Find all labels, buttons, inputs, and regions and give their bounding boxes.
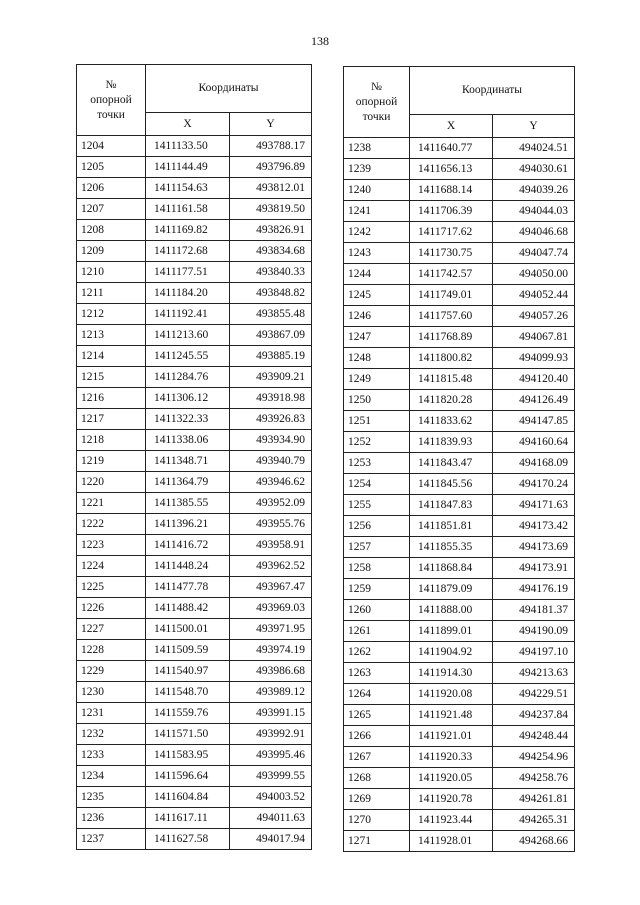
x-coordinate-cell: 1411800.82 [410, 348, 493, 369]
table-row [344, 138, 575, 159]
point-number-cell: 1248 [344, 348, 410, 369]
x-coordinate-cell: 1411833.62 [410, 411, 493, 432]
x-coordinate-cell: 1411571.50 [146, 724, 230, 745]
y-coordinate-cell: 493934.90 [230, 430, 312, 451]
point-number-cell: 1243 [344, 243, 410, 264]
point-number-cell: 1247 [344, 327, 410, 348]
x-coordinate-cell: 1411923.44 [410, 810, 493, 831]
point-number-cell: 1246 [344, 306, 410, 327]
point-number-cell: 1266 [344, 726, 410, 747]
x-coordinate-cell: 1411706.39 [410, 201, 493, 222]
point-number-cell: 1244 [344, 264, 410, 285]
x-coordinate-cell: 1411306.12 [146, 388, 230, 409]
table-row [77, 514, 312, 535]
x-coordinate-cell: 1411845.56 [410, 474, 493, 495]
x-coordinate-cell: 1411868.84 [410, 558, 493, 579]
coordinates-header: Координаты [146, 65, 312, 113]
y-coordinate-cell: 493848.82 [230, 283, 312, 304]
x-coordinate-cell: 1411742.57 [410, 264, 493, 285]
table-row [77, 745, 312, 766]
y-coordinate-cell: 493855.48 [230, 304, 312, 325]
x-coordinate-cell: 1411477.78 [146, 577, 230, 598]
table-row [344, 369, 575, 390]
point-number-cell: 1258 [344, 558, 410, 579]
table-row [77, 640, 312, 661]
y-coordinate-cell: 494120.40 [493, 369, 575, 390]
table-row [77, 409, 312, 430]
y-coordinate-cell: 494052.44 [493, 285, 575, 306]
x-coordinate-cell: 1411820.28 [410, 390, 493, 411]
table-row [77, 724, 312, 745]
point-number-cell: 1222 [77, 514, 146, 535]
x-coordinate-cell: 1411416.72 [146, 535, 230, 556]
x-coordinate-cell: 1411559.76 [146, 703, 230, 724]
y-coordinate-cell: 494047.74 [493, 243, 575, 264]
y-coordinate-cell: 494213.63 [493, 663, 575, 684]
point-number-header-line2: опорной [90, 93, 132, 106]
x-coordinate-cell: 1411596.64 [146, 766, 230, 787]
table-row [344, 243, 575, 264]
table-row [344, 600, 575, 621]
y-coordinate-cell: 494039.26 [493, 180, 575, 201]
y-coordinate-cell: 493940.79 [230, 451, 312, 472]
point-number-cell: 1242 [344, 222, 410, 243]
table-row [77, 388, 312, 409]
y-column-header: Y [230, 113, 312, 136]
table-row [344, 558, 575, 579]
point-number-cell: 1204 [77, 136, 146, 157]
x-coordinate-cell: 1411749.01 [410, 285, 493, 306]
table-row [344, 537, 575, 558]
y-coordinate-cell: 493989.12 [230, 682, 312, 703]
x-coordinate-cell: 1411730.75 [410, 243, 493, 264]
point-number-cell: 1236 [77, 808, 146, 829]
y-coordinate-cell: 494261.81 [493, 789, 575, 810]
x-coordinate-cell: 1411888.00 [410, 600, 493, 621]
point-number-cell: 1257 [344, 537, 410, 558]
table-row [344, 159, 575, 180]
x-coordinate-cell: 1411604.84 [146, 787, 230, 808]
y-coordinate-cell: 494237.84 [493, 705, 575, 726]
y-coordinate-cell: 494017.94 [230, 829, 312, 850]
y-column-header: Y [493, 115, 575, 138]
table-row [344, 222, 575, 243]
y-coordinate-cell: 494099.93 [493, 348, 575, 369]
point-number-header [77, 65, 146, 136]
table-row [344, 348, 575, 369]
point-number-cell: 1208 [77, 220, 146, 241]
x-coordinate-cell: 1411688.14 [410, 180, 493, 201]
coordinates-table-right [343, 66, 575, 852]
y-coordinate-cell: 493946.62 [230, 472, 312, 493]
point-number-cell: 1231 [77, 703, 146, 724]
table-row [344, 474, 575, 495]
y-coordinate-cell: 494173.42 [493, 516, 575, 537]
table-row [344, 495, 575, 516]
x-coordinate-cell: 1411928.01 [410, 831, 493, 852]
point-number-cell: 1226 [77, 598, 146, 619]
point-number-cell: 1228 [77, 640, 146, 661]
x-coordinate-cell: 1411851.81 [410, 516, 493, 537]
x-coordinate-cell: 1411815.48 [410, 369, 493, 390]
y-coordinate-cell: 494030.61 [493, 159, 575, 180]
table-row [344, 642, 575, 663]
y-coordinate-cell: 493971.95 [230, 619, 312, 640]
y-coordinate-cell: 494229.51 [493, 684, 575, 705]
point-number-cell: 1230 [77, 682, 146, 703]
point-number-cell: 1229 [77, 661, 146, 682]
point-number-cell: 1209 [77, 241, 146, 262]
point-number-header-line2: опорной [355, 95, 398, 108]
x-coordinate-cell: 1411509.59 [146, 640, 230, 661]
point-number-cell: 1267 [344, 747, 410, 768]
y-coordinate-cell: 494147.85 [493, 411, 575, 432]
y-coordinate-cell: 494160.64 [493, 432, 575, 453]
table-row [77, 346, 312, 367]
x-coordinate-cell: 1411904.92 [410, 642, 493, 663]
point-number-cell: 1249 [344, 369, 410, 390]
y-coordinate-cell: 493991.15 [230, 703, 312, 724]
table-row [77, 199, 312, 220]
x-column-header: X [146, 113, 230, 136]
point-number-cell: 1223 [77, 535, 146, 556]
x-coordinate-cell: 1411920.08 [410, 684, 493, 705]
point-number-cell: 1232 [77, 724, 146, 745]
point-number-cell: 1269 [344, 789, 410, 810]
x-coordinate-cell: 1411617.11 [146, 808, 230, 829]
point-number-cell: 1234 [77, 766, 146, 787]
point-number-cell: 1268 [344, 768, 410, 789]
table-row [344, 705, 575, 726]
table-row [344, 831, 575, 852]
table-row [77, 829, 312, 850]
point-number-cell: 1250 [344, 390, 410, 411]
table-row [77, 535, 312, 556]
point-number-cell: 1264 [344, 684, 410, 705]
table-row [77, 598, 312, 619]
table-row [77, 241, 312, 262]
y-coordinate-cell: 493918.98 [230, 388, 312, 409]
y-coordinate-cell: 494268.66 [493, 831, 575, 852]
table-row [344, 810, 575, 831]
point-number-cell: 1237 [77, 829, 146, 850]
point-number-cell: 1233 [77, 745, 146, 766]
x-coordinate-cell: 1411847.83 [410, 495, 493, 516]
table-row [77, 430, 312, 451]
y-coordinate-cell: 494126.49 [493, 390, 575, 411]
table-row [77, 136, 312, 157]
y-coordinate-cell: 493885.19 [230, 346, 312, 367]
point-number-cell: 1221 [77, 493, 146, 514]
point-number-cell: 1211 [77, 283, 146, 304]
point-number-header-line3: точки [97, 108, 125, 121]
x-coordinate-cell: 1411488.42 [146, 598, 230, 619]
table-row [344, 726, 575, 747]
point-number-header-line1: № [105, 78, 117, 91]
y-coordinate-cell: 493840.33 [230, 262, 312, 283]
y-coordinate-cell: 493819.50 [230, 199, 312, 220]
y-coordinate-cell: 493962.52 [230, 556, 312, 577]
y-coordinate-cell: 493999.55 [230, 766, 312, 787]
x-coordinate-cell: 1411640.77 [410, 138, 493, 159]
x-coordinate-cell: 1411500.01 [146, 619, 230, 640]
table-row [77, 367, 312, 388]
x-coordinate-cell: 1411627.58 [146, 829, 230, 850]
x-coordinate-cell: 1411338.06 [146, 430, 230, 451]
point-number-cell: 1205 [77, 157, 146, 178]
table-row [344, 684, 575, 705]
table-row [344, 327, 575, 348]
point-number-cell: 1217 [77, 409, 146, 430]
x-coordinate-cell: 1411213.60 [146, 325, 230, 346]
y-coordinate-cell: 494173.69 [493, 537, 575, 558]
x-coordinate-cell: 1411768.89 [410, 327, 493, 348]
table-row [344, 663, 575, 684]
y-coordinate-cell: 494197.10 [493, 642, 575, 663]
point-number-cell: 1263 [344, 663, 410, 684]
table-row [77, 556, 312, 577]
table-row [77, 661, 312, 682]
y-coordinate-cell: 494046.68 [493, 222, 575, 243]
x-coordinate-cell: 1411177.51 [146, 262, 230, 283]
point-number-cell: 1260 [344, 600, 410, 621]
table-row [77, 577, 312, 598]
x-coordinate-cell: 1411921.01 [410, 726, 493, 747]
point-number-cell: 1206 [77, 178, 146, 199]
y-coordinate-cell: 494258.76 [493, 768, 575, 789]
table-row [77, 703, 312, 724]
y-coordinate-cell: 493974.19 [230, 640, 312, 661]
y-coordinate-cell: 494171.63 [493, 495, 575, 516]
y-coordinate-cell: 493812.01 [230, 178, 312, 199]
x-column-header: X [410, 115, 493, 138]
x-coordinate-cell: 1411172.68 [146, 241, 230, 262]
x-coordinate-cell: 1411899.01 [410, 621, 493, 642]
table-row [77, 325, 312, 346]
point-number-cell: 1207 [77, 199, 146, 220]
x-coordinate-cell: 1411133.50 [146, 136, 230, 157]
point-number-cell: 1239 [344, 159, 410, 180]
y-coordinate-cell: 493995.46 [230, 745, 312, 766]
y-coordinate-cell: 493826.91 [230, 220, 312, 241]
point-number-cell: 1216 [77, 388, 146, 409]
point-number-cell: 1215 [77, 367, 146, 388]
point-number-cell: 1210 [77, 262, 146, 283]
y-coordinate-cell: 494011.63 [230, 808, 312, 829]
y-coordinate-cell: 494057.26 [493, 306, 575, 327]
table-row [344, 516, 575, 537]
point-number-cell: 1218 [77, 430, 146, 451]
point-number-cell: 1252 [344, 432, 410, 453]
y-coordinate-cell: 494024.51 [493, 138, 575, 159]
y-coordinate-cell: 493955.76 [230, 514, 312, 535]
x-coordinate-cell: 1411364.79 [146, 472, 230, 493]
point-number-cell: 1235 [77, 787, 146, 808]
table-row [77, 157, 312, 178]
point-number-cell: 1245 [344, 285, 410, 306]
x-coordinate-cell: 1411757.60 [410, 306, 493, 327]
point-number-cell: 1227 [77, 619, 146, 640]
x-coordinate-cell: 1411184.20 [146, 283, 230, 304]
point-number-cell: 1214 [77, 346, 146, 367]
y-coordinate-cell: 494044.03 [493, 201, 575, 222]
table-row [77, 220, 312, 241]
y-coordinate-cell: 493788.17 [230, 136, 312, 157]
table-row [344, 453, 575, 474]
x-coordinate-cell: 1411322.33 [146, 409, 230, 430]
x-coordinate-cell: 1411192.41 [146, 304, 230, 325]
point-number-cell: 1240 [344, 180, 410, 201]
y-coordinate-cell: 494254.96 [493, 747, 575, 768]
y-coordinate-cell: 493992.91 [230, 724, 312, 745]
y-coordinate-cell: 493796.89 [230, 157, 312, 178]
y-coordinate-cell: 494170.24 [493, 474, 575, 495]
point-number-cell: 1212 [77, 304, 146, 325]
table-row [77, 283, 312, 304]
x-coordinate-cell: 1411656.13 [410, 159, 493, 180]
point-number-header [344, 67, 410, 138]
x-coordinate-cell: 1411717.62 [410, 222, 493, 243]
point-number-cell: 1253 [344, 453, 410, 474]
page-number: 138 [311, 34, 329, 48]
x-coordinate-cell: 1411583.95 [146, 745, 230, 766]
table-row [77, 472, 312, 493]
point-number-cell: 1224 [77, 556, 146, 577]
x-coordinate-cell: 1411914.30 [410, 663, 493, 684]
y-coordinate-cell: 494173.91 [493, 558, 575, 579]
y-coordinate-cell: 493986.68 [230, 661, 312, 682]
x-coordinate-cell: 1411448.24 [146, 556, 230, 577]
x-coordinate-cell: 1411540.97 [146, 661, 230, 682]
point-number-cell: 1241 [344, 201, 410, 222]
x-coordinate-cell: 1411348.71 [146, 451, 230, 472]
table-row [77, 262, 312, 283]
y-coordinate-cell: 494003.52 [230, 787, 312, 808]
x-coordinate-cell: 1411920.78 [410, 789, 493, 810]
point-number-cell: 1262 [344, 642, 410, 663]
y-coordinate-cell: 494190.09 [493, 621, 575, 642]
y-coordinate-cell: 493909.21 [230, 367, 312, 388]
table-row [344, 201, 575, 222]
table-row [77, 493, 312, 514]
table-row [344, 579, 575, 600]
x-coordinate-cell: 1411385.55 [146, 493, 230, 514]
point-number-cell: 1256 [344, 516, 410, 537]
table-row [77, 766, 312, 787]
point-number-cell: 1251 [344, 411, 410, 432]
point-number-cell: 1271 [344, 831, 410, 852]
table-row [344, 285, 575, 306]
x-coordinate-cell: 1411920.05 [410, 768, 493, 789]
table-row [77, 682, 312, 703]
table-row [344, 768, 575, 789]
y-coordinate-cell: 494181.37 [493, 600, 575, 621]
table-row [344, 621, 575, 642]
point-number-header-line1: № [371, 80, 382, 93]
y-coordinate-cell: 493834.68 [230, 241, 312, 262]
y-coordinate-cell: 494176.19 [493, 579, 575, 600]
y-coordinate-cell: 493952.09 [230, 493, 312, 514]
x-coordinate-cell: 1411396.21 [146, 514, 230, 535]
point-number-cell: 1265 [344, 705, 410, 726]
x-coordinate-cell: 1411284.76 [146, 367, 230, 388]
x-coordinate-cell: 1411920.33 [410, 747, 493, 768]
y-coordinate-cell: 493969.03 [230, 598, 312, 619]
coordinates-header: Координаты [410, 67, 575, 115]
table-body-left [77, 136, 312, 850]
table-row [77, 619, 312, 640]
x-coordinate-cell: 1411154.63 [146, 178, 230, 199]
x-coordinate-cell: 1411169.82 [146, 220, 230, 241]
table-row [77, 451, 312, 472]
y-coordinate-cell: 493958.91 [230, 535, 312, 556]
table-row [344, 306, 575, 327]
point-number-cell: 1270 [344, 810, 410, 831]
table-row [77, 808, 312, 829]
x-coordinate-cell: 1411245.55 [146, 346, 230, 367]
y-coordinate-cell: 493867.09 [230, 325, 312, 346]
x-coordinate-cell: 1411855.35 [410, 537, 493, 558]
table-row [344, 432, 575, 453]
y-coordinate-cell: 494248.44 [493, 726, 575, 747]
coordinates-table-left [76, 64, 312, 850]
table-row [344, 390, 575, 411]
table-row [344, 789, 575, 810]
y-coordinate-cell: 494168.09 [493, 453, 575, 474]
point-number-cell: 1225 [77, 577, 146, 598]
x-coordinate-cell: 1411843.47 [410, 453, 493, 474]
point-number-cell: 1213 [77, 325, 146, 346]
table-body-right [344, 138, 575, 852]
table-row [77, 787, 312, 808]
y-coordinate-cell: 494067.81 [493, 327, 575, 348]
point-number-cell: 1261 [344, 621, 410, 642]
x-coordinate-cell: 1411161.58 [146, 199, 230, 220]
y-coordinate-cell: 494050.00 [493, 264, 575, 285]
y-coordinate-cell: 493926.83 [230, 409, 312, 430]
y-coordinate-cell: 493967.47 [230, 577, 312, 598]
x-coordinate-cell: 1411879.09 [410, 579, 493, 600]
point-number-cell: 1255 [344, 495, 410, 516]
table-row [77, 178, 312, 199]
table-row [77, 304, 312, 325]
table-row [344, 747, 575, 768]
y-coordinate-cell: 494265.31 [493, 810, 575, 831]
point-number-cell: 1254 [344, 474, 410, 495]
table-row [344, 264, 575, 285]
point-number-cell: 1220 [77, 472, 146, 493]
x-coordinate-cell: 1411921.48 [410, 705, 493, 726]
x-coordinate-cell: 1411144.49 [146, 157, 230, 178]
x-coordinate-cell: 1411839.93 [410, 432, 493, 453]
table-row [344, 180, 575, 201]
point-number-cell: 1259 [344, 579, 410, 600]
x-coordinate-cell: 1411548.70 [146, 682, 230, 703]
point-number-cell: 1219 [77, 451, 146, 472]
point-number-cell: 1238 [344, 138, 410, 159]
point-number-header-line3: точки [362, 110, 391, 123]
table-row [344, 411, 575, 432]
